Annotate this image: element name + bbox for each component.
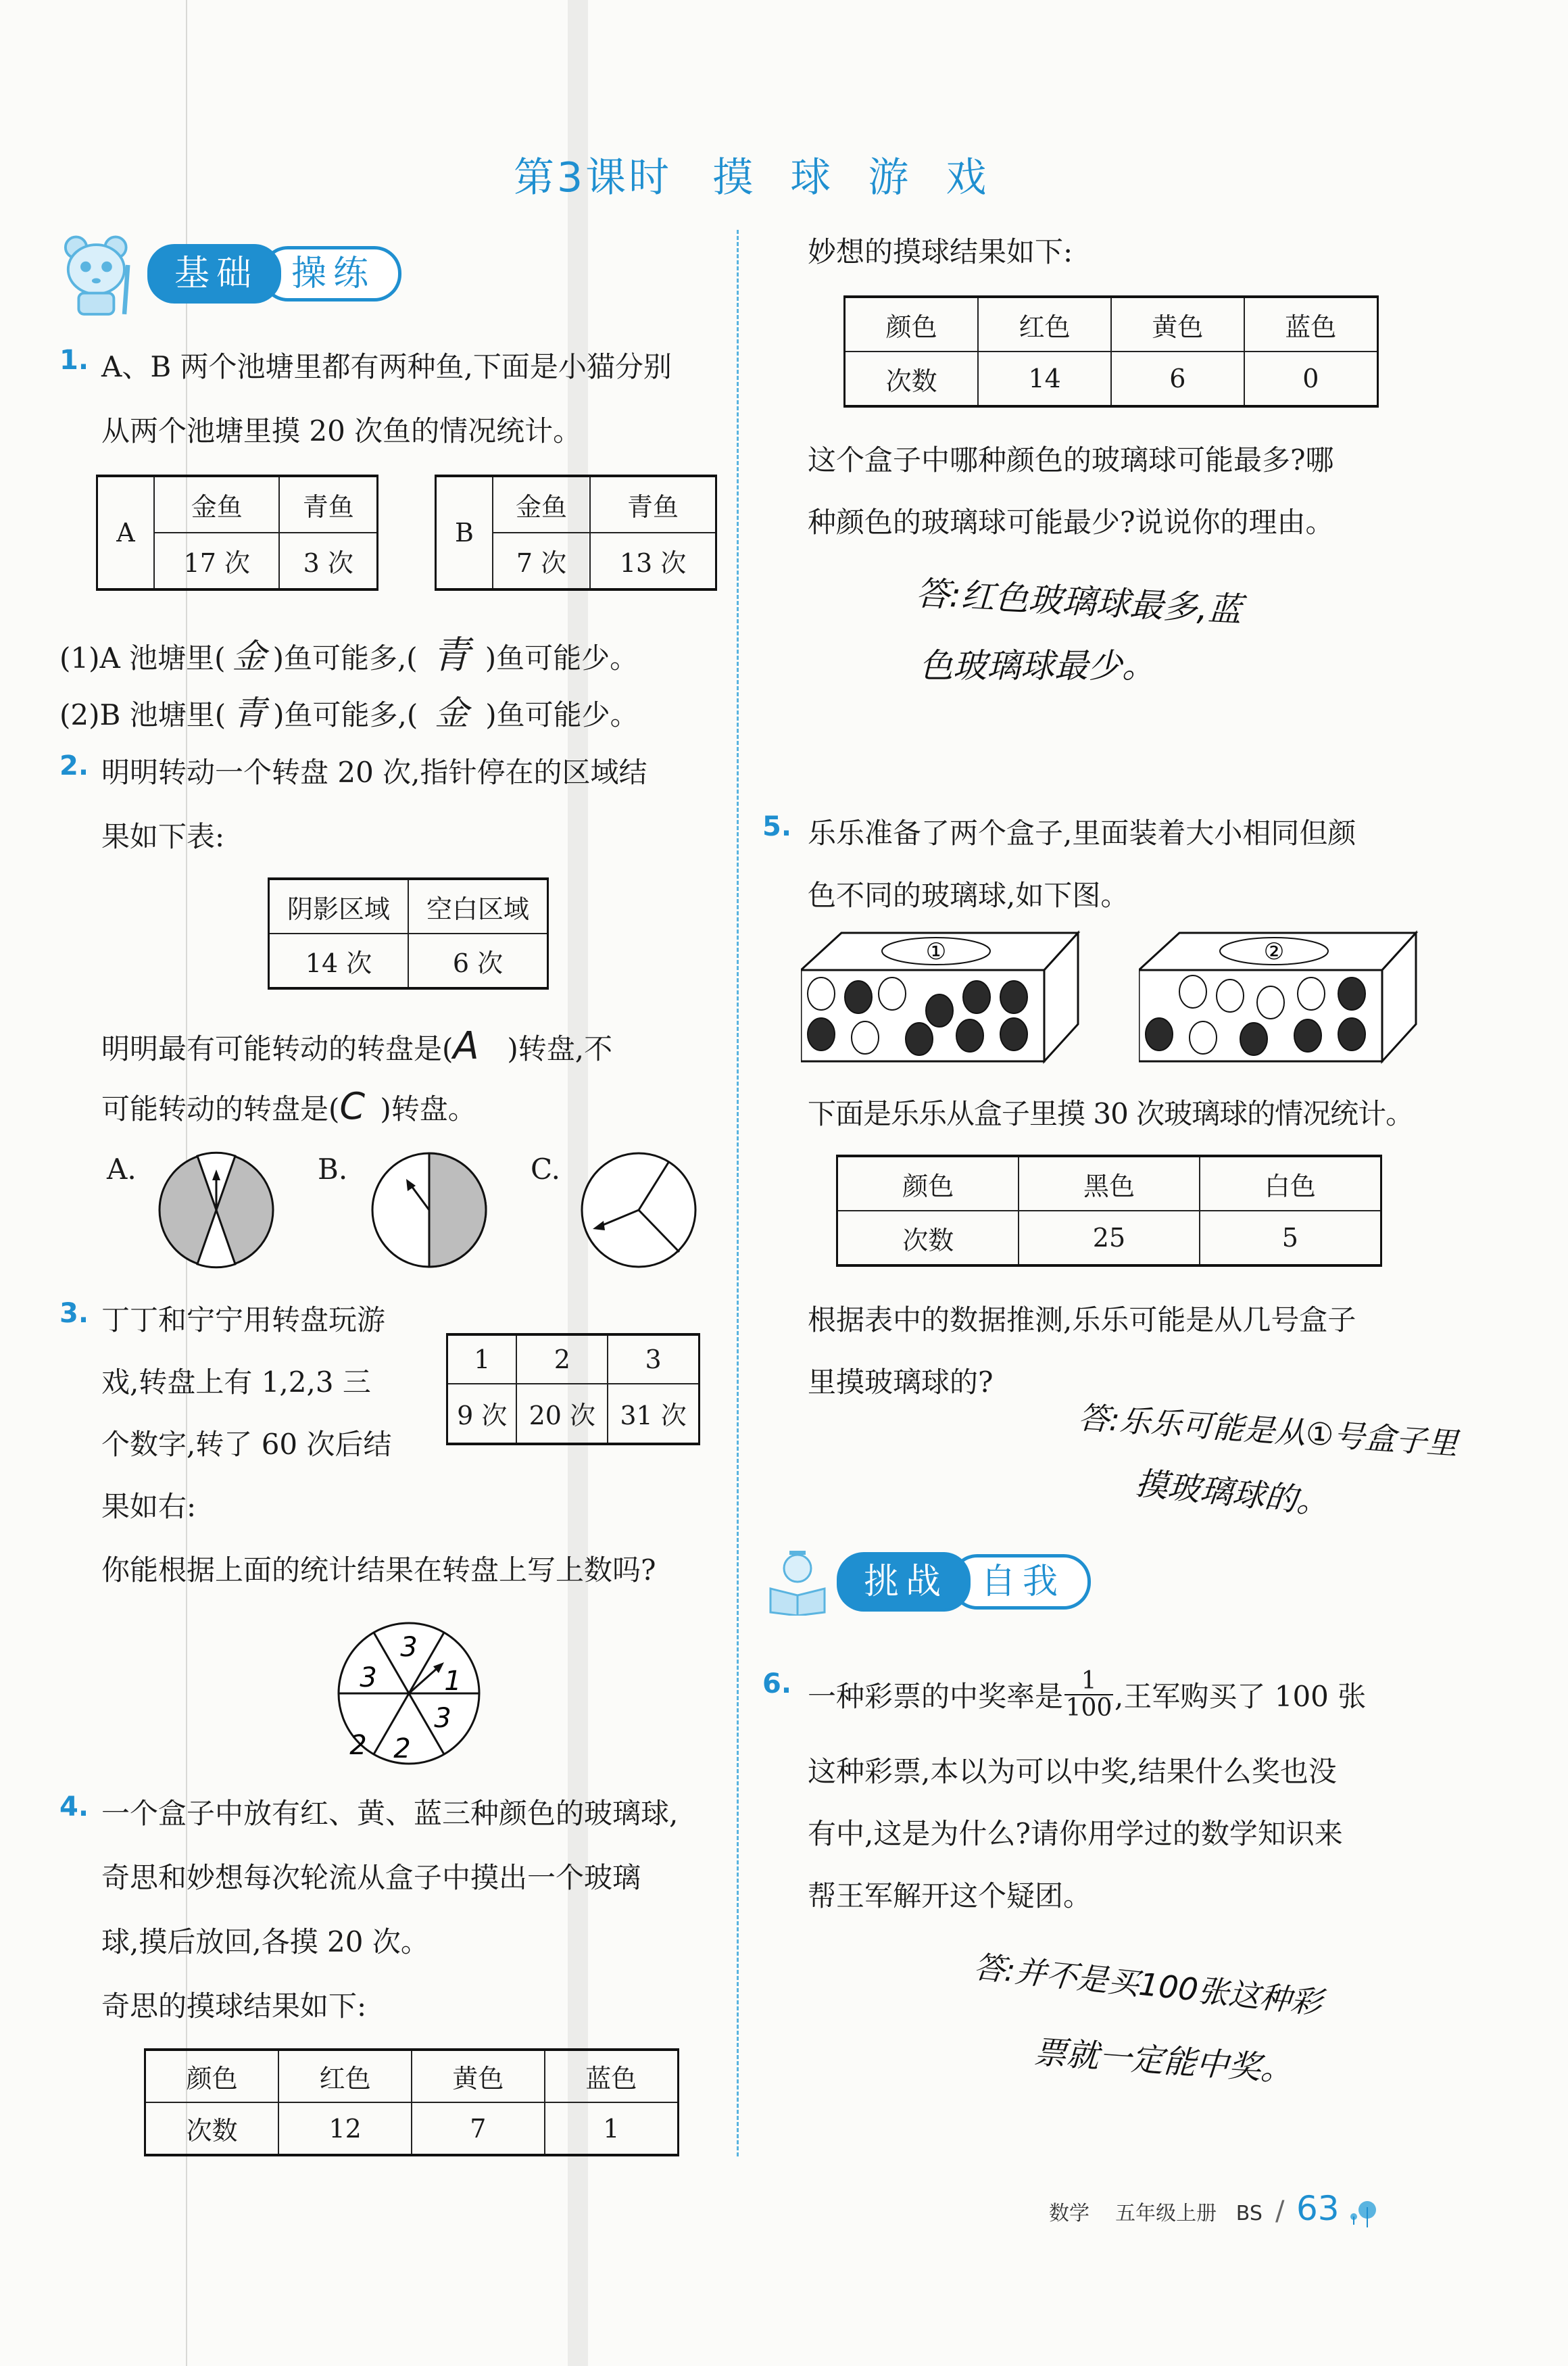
table-cell: A: [97, 476, 155, 589]
table-cell: 颜色: [837, 1156, 1019, 1211]
bear-mascot-icon: [54, 230, 142, 318]
white-ball: [1298, 977, 1325, 1010]
box-draw-results-table: [836, 1155, 1382, 1267]
handwritten-answer[interactable]: 金: [435, 694, 469, 733]
table-cell: 2: [516, 1334, 608, 1384]
text: 明明最有可能转动的转盘是(: [101, 1032, 454, 1065]
table-cell: 黄色: [412, 2050, 545, 2102]
table-cell: 9 次: [447, 1384, 517, 1445]
black-ball: [1000, 1018, 1027, 1051]
section-badge-challenge: [764, 1548, 1091, 1616]
spinner-option-b: [368, 1149, 490, 1271]
question-text: 果如右:: [101, 1490, 197, 1523]
footer-separator: /: [1275, 2196, 1285, 2227]
question-text: 色不同的玻璃球,如下图。: [808, 879, 1129, 912]
question-text: 这种彩票,本以为可以中奖,结果什么奖也没: [808, 1755, 1337, 1788]
question-text: 帮王军解开这个疑团。: [808, 1879, 1092, 1912]
tree-icon: [1346, 2198, 1379, 2231]
option-label: A.: [107, 1153, 137, 1186]
table-cell: 黄色: [1111, 297, 1244, 352]
lesson-name: 摸 球 游 戏: [712, 154, 999, 201]
table-cell: 7 次: [493, 533, 590, 589]
table-cell: 金鱼: [493, 476, 590, 533]
handwritten-answer[interactable]: 金: [232, 637, 266, 676]
answer-line: [101, 1024, 612, 1068]
handwritten-answer[interactable]: 色玻璃球最少。: [919, 646, 1156, 685]
white-ball: [1257, 986, 1284, 1019]
box-label: ②: [1263, 938, 1285, 965]
handwritten-answer[interactable]: A: [453, 1024, 479, 1068]
question-text: 种颜色的玻璃球可能最少?说说你的理由。: [808, 506, 1334, 539]
spinner-option-c: [578, 1149, 700, 1271]
question-text: 戏,转盘上有 1,2,3 三: [101, 1366, 371, 1399]
table-caption: 奇思的摸球结果如下:: [101, 1989, 367, 2023]
question-number: 5.: [762, 811, 792, 842]
page-footer: [1049, 2189, 1379, 2231]
text: )鱼可能少。: [485, 642, 639, 675]
text: )鱼可能少。: [485, 698, 639, 731]
spinner-label: 2: [393, 1733, 411, 1764]
handwritten-answer[interactable]: 摸玻璃球的。: [1133, 1464, 1331, 1522]
black-ball: [845, 981, 872, 1013]
badge-label-outline: 自我: [950, 1554, 1091, 1610]
white-ball: [1217, 980, 1244, 1012]
fraction: [1064, 1668, 1113, 1721]
spinner-label: 1: [444, 1666, 462, 1697]
spinner-to-fill[interactable]: [335, 1619, 483, 1768]
question-number: 6.: [762, 1668, 792, 1699]
table-cell: 红色: [978, 297, 1111, 352]
badge-label-outline: 操练: [261, 246, 401, 301]
footer-subject: 数学: [1049, 2202, 1089, 2225]
table-cell: 蓝色: [1244, 297, 1378, 352]
question-number: 4.: [59, 1791, 89, 1822]
black-ball: [1000, 981, 1027, 1013]
sub-question-1: [59, 625, 638, 679]
table-cell: 颜色: [845, 297, 979, 352]
footer-edition: BS: [1235, 2202, 1263, 2225]
answer-line: [101, 1085, 476, 1128]
text: )转盘。: [380, 1092, 476, 1126]
pond-b-table: [435, 475, 717, 591]
miaoxiang-results-table: [843, 295, 1379, 408]
fraction-numerator: 1: [1081, 1667, 1097, 1695]
handwritten-answer[interactable]: 青: [232, 694, 267, 733]
question-number: 2.: [59, 750, 89, 781]
question-text: 从两个池塘里摸 20 次鱼的情况统计。: [101, 414, 582, 448]
spinner-label: 3: [400, 1632, 418, 1663]
white-ball: [1179, 975, 1206, 1008]
table-cell: 黑色: [1019, 1156, 1199, 1211]
handwritten-answer[interactable]: 答:并不是买100张这种彩: [972, 1948, 1324, 2021]
table-cell: 1: [447, 1334, 517, 1384]
fraction-denominator: 100: [1065, 1694, 1112, 1722]
lesson-number: 第3课时: [514, 154, 672, 201]
text: )鱼可能多,(: [273, 698, 418, 731]
table-cell: 1: [545, 2102, 679, 2155]
qisi-results-table: [144, 2048, 679, 2156]
pond-a-table: [96, 475, 378, 591]
table-cell: 红色: [278, 2050, 412, 2102]
black-ball: [1294, 1019, 1321, 1052]
table-cell: 白色: [1200, 1156, 1381, 1211]
handwritten-answer[interactable]: C: [339, 1085, 366, 1128]
page-number: 63: [1296, 2189, 1340, 2228]
question-text: 里摸玻璃球的?: [808, 1366, 994, 1399]
question-text: 果如下表:: [101, 820, 225, 853]
question-text: 根据表中的数据推测,乐乐可能是从几号盒子: [808, 1303, 1356, 1336]
sub-question-2: [59, 686, 639, 735]
table-cell: 蓝色: [545, 2050, 679, 2102]
spinner-results-table: [268, 877, 549, 990]
table-cell: 12: [278, 2102, 412, 2155]
table-cell: 6 次: [408, 934, 548, 988]
table-cell: 7: [412, 2102, 545, 2155]
black-ball: [1240, 1023, 1267, 1055]
badge-label-filled: 基础: [147, 244, 281, 304]
spinner-label: 3: [434, 1703, 451, 1734]
white-ball: [1190, 1021, 1217, 1054]
black-ball: [1338, 1018, 1365, 1051]
spinner-label: 2: [349, 1730, 367, 1761]
table-cell: 次数: [145, 2102, 279, 2155]
black-ball: [963, 981, 990, 1013]
black-ball: [1146, 1018, 1173, 1051]
table-cell: 0: [1244, 352, 1378, 406]
text: 可能转动的转盘是(: [101, 1092, 340, 1126]
table-cell: 空白区域: [408, 879, 548, 934]
table-cell: 颜色: [145, 2050, 279, 2102]
question-text: 球,摸后放回,各摸 20 次。: [101, 1925, 429, 1958]
text: 一种彩票的中奖率是: [808, 1680, 1064, 1713]
ball-box-1: [801, 930, 1085, 1065]
black-ball: [1338, 977, 1365, 1010]
option-label: B.: [318, 1153, 348, 1186]
question-text: 乐乐准备了两个盒子,里面装着大小相同但颜: [808, 817, 1356, 850]
question-text: 个数字,转了 60 次后结: [101, 1428, 392, 1461]
table-cell: 青鱼: [279, 476, 377, 533]
black-ball: [808, 1018, 835, 1051]
question-text: 一个盒子中放有红、黄、蓝三种颜色的玻璃球,: [101, 1797, 679, 1830]
black-ball: [956, 1019, 983, 1052]
question-number: 3.: [59, 1298, 89, 1329]
table-cell: 14: [978, 352, 1111, 406]
table-cell: 6: [1111, 352, 1244, 406]
text: ,王军购买了 100 张: [1114, 1680, 1367, 1713]
black-ball: [906, 1023, 933, 1055]
question-text: 明明转动一个转盘 20 次,指针停在的区域结: [101, 756, 647, 789]
table-cell: 次数: [837, 1211, 1019, 1265]
table-caption: 下面是乐乐从盒子里摸 30 次玻璃球的情况统计。: [808, 1097, 1414, 1130]
table-caption: 妙想的摸球结果如下:: [808, 235, 1073, 268]
table-cell: 金鱼: [154, 476, 279, 533]
question-text: [808, 1668, 1366, 1721]
table-cell: 次数: [845, 352, 979, 406]
question-text: A、B 两个池塘里都有两种鱼,下面是小猫分别: [101, 350, 672, 383]
table-cell: 5: [1200, 1211, 1381, 1265]
text: (2)B 池塘里(: [59, 698, 226, 731]
handwritten-answer[interactable]: 票就一定能中奖。: [1033, 2033, 1295, 2090]
table-cell: 17 次: [154, 533, 279, 589]
table-cell: 13 次: [590, 533, 716, 589]
section-badge-basic: [54, 230, 401, 318]
option-label: C.: [531, 1153, 560, 1186]
table-cell: 25: [1019, 1211, 1199, 1265]
question-text: 这个盒子中哪种颜色的玻璃球可能最多?哪: [808, 443, 1334, 477]
spinner-count-table: [446, 1333, 700, 1445]
white-ball: [852, 1021, 879, 1054]
table-cell: 阴影区域: [269, 879, 409, 934]
reading-bear-icon: [764, 1548, 831, 1616]
text: (1)A 池塘里(: [59, 642, 226, 675]
table-cell: 20 次: [516, 1384, 608, 1445]
question-text: 丁丁和宁宁用转盘玩游: [101, 1303, 386, 1336]
question-text: 你能根据上面的统计结果在转盘上写上数吗?: [101, 1553, 656, 1587]
badge-label-filled: 挑战: [837, 1552, 971, 1612]
spinner-option-a: [155, 1149, 277, 1271]
spinner-label: 3: [360, 1662, 377, 1693]
table-cell: 青鱼: [590, 476, 716, 533]
question-text: 奇思和妙想每次轮流从盒子中摸出一个玻璃: [101, 1861, 641, 1894]
table-cell: 3: [608, 1334, 699, 1384]
handwritten-answer[interactable]: 答:乐乐可能是从①号盒子里: [1077, 1399, 1459, 1462]
footer-grade: 五年级上册: [1115, 2202, 1217, 2225]
ball-box-2: [1139, 930, 1423, 1065]
table-cell: 31 次: [608, 1384, 699, 1445]
box-label: ①: [925, 938, 947, 965]
handwritten-answer[interactable]: 答:红色玻璃球最多,蓝: [914, 573, 1243, 630]
question-text: 有中,这是为什么?请你用学过的数学知识来: [808, 1817, 1343, 1850]
column-divider: [737, 230, 739, 2156]
page-title: [514, 145, 998, 203]
white-ball: [879, 977, 906, 1010]
handwritten-answer[interactable]: 青: [432, 633, 470, 677]
text: )转盘,不: [507, 1032, 613, 1065]
table-cell: 3 次: [279, 533, 377, 589]
text: )鱼可能多,(: [272, 642, 418, 675]
question-number: 1.: [59, 345, 89, 376]
white-ball: [808, 977, 835, 1010]
black-ball: [926, 994, 953, 1027]
table-cell: 14 次: [269, 934, 409, 988]
table-cell: B: [436, 476, 493, 589]
